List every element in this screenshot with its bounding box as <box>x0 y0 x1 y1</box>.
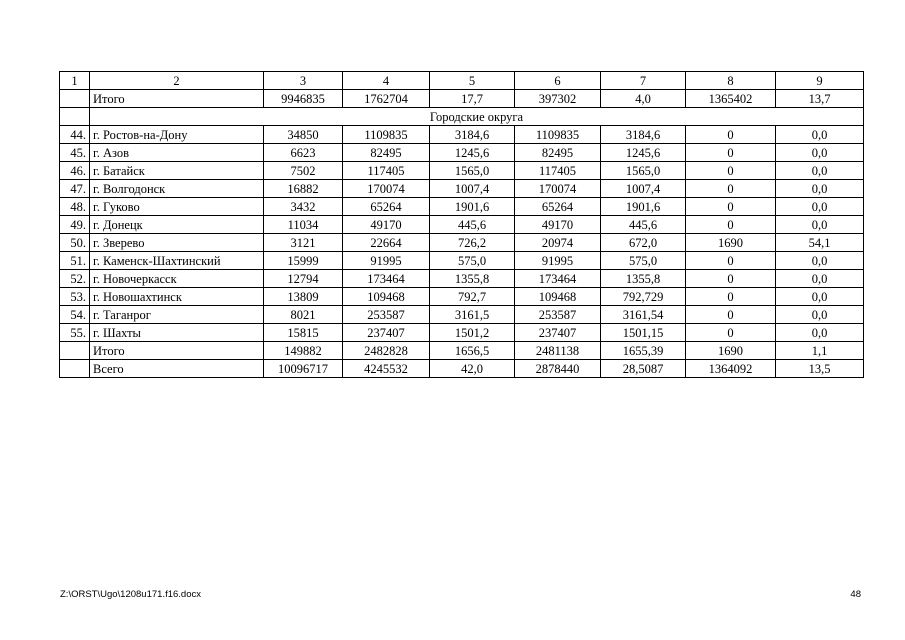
column-number-cell: 4 <box>343 72 430 90</box>
subtotal-previous-row <box>60 90 864 108</box>
value-cell: 1245,6 <box>601 144 686 162</box>
value-cell: 0 <box>686 216 776 234</box>
value-cell: 49170 <box>515 216 601 234</box>
row-name-cell: г. Таганрог <box>90 306 264 324</box>
row-number-cell: 50. <box>60 234 90 252</box>
value-cell: 0,0 <box>776 270 864 288</box>
value-cell: 672,0 <box>601 234 686 252</box>
value-cell: 65264 <box>515 198 601 216</box>
table-row <box>60 252 864 270</box>
value-cell: 1501,2 <box>430 324 515 342</box>
row-number-cell <box>60 342 90 360</box>
value-cell: 109468 <box>515 288 601 306</box>
value-cell: 0,0 <box>776 288 864 306</box>
total-row <box>60 360 864 378</box>
row-name-cell: Итого <box>90 90 264 108</box>
value-cell: 16882 <box>264 180 343 198</box>
value-cell: 1007,4 <box>430 180 515 198</box>
empty-cell <box>60 108 90 126</box>
value-cell: 13,5 <box>776 360 864 378</box>
column-number-cell: 1 <box>60 72 90 90</box>
value-cell: 0,0 <box>776 324 864 342</box>
table-row <box>60 162 864 180</box>
row-name-cell: Итого <box>90 342 264 360</box>
row-number-cell: 52. <box>60 270 90 288</box>
value-cell: 726,2 <box>430 234 515 252</box>
value-cell: 0 <box>686 162 776 180</box>
column-number-cell: 3 <box>264 72 343 90</box>
value-cell: 0 <box>686 144 776 162</box>
row-name-cell: г. Волгодонск <box>90 180 264 198</box>
value-cell: 445,6 <box>601 216 686 234</box>
value-cell: 20974 <box>515 234 601 252</box>
value-cell: 0,0 <box>776 162 864 180</box>
table-row <box>60 234 864 252</box>
value-cell: 0 <box>686 198 776 216</box>
value-cell: 4245532 <box>343 360 430 378</box>
value-cell: 0 <box>686 126 776 144</box>
table-row <box>60 306 864 324</box>
value-cell: 54,1 <box>776 234 864 252</box>
value-cell: 792,729 <box>601 288 686 306</box>
value-cell: 28,5087 <box>601 360 686 378</box>
value-cell: 2482828 <box>343 342 430 360</box>
row-number-cell: 46. <box>60 162 90 180</box>
value-cell: 4,0 <box>601 90 686 108</box>
value-cell: 15815 <box>264 324 343 342</box>
value-cell: 34850 <box>264 126 343 144</box>
row-number-cell: 55. <box>60 324 90 342</box>
row-number-cell: 54. <box>60 306 90 324</box>
footer-page-number: 48 <box>850 589 861 600</box>
row-name-cell: г. Новошахтинск <box>90 288 264 306</box>
value-cell: 0 <box>686 288 776 306</box>
value-cell: 1690 <box>686 342 776 360</box>
table-row <box>60 180 864 198</box>
value-cell: 1245,6 <box>430 144 515 162</box>
value-cell: 1,1 <box>776 342 864 360</box>
column-number-row <box>60 72 864 90</box>
column-number-cell: 7 <box>601 72 686 90</box>
value-cell: 17,7 <box>430 90 515 108</box>
column-number-cell: 5 <box>430 72 515 90</box>
value-cell: 91995 <box>343 252 430 270</box>
row-name-cell: г. Батайск <box>90 162 264 180</box>
value-cell: 0 <box>686 180 776 198</box>
value-cell: 0,0 <box>776 198 864 216</box>
table-row <box>60 144 864 162</box>
value-cell: 0,0 <box>776 216 864 234</box>
value-cell: 253587 <box>343 306 430 324</box>
value-cell: 575,0 <box>430 252 515 270</box>
value-cell: 91995 <box>515 252 601 270</box>
value-cell: 117405 <box>343 162 430 180</box>
row-name-cell: Всего <box>90 360 264 378</box>
value-cell: 8021 <box>264 306 343 324</box>
table-row <box>60 198 864 216</box>
row-number-cell <box>60 90 90 108</box>
table-row <box>60 126 864 144</box>
value-cell: 1655,39 <box>601 342 686 360</box>
value-cell: 445,6 <box>430 216 515 234</box>
value-cell: 575,0 <box>601 252 686 270</box>
table-row <box>60 288 864 306</box>
value-cell: 1656,5 <box>430 342 515 360</box>
value-cell: 2481138 <box>515 342 601 360</box>
value-cell: 3161,54 <box>601 306 686 324</box>
value-cell: 3184,6 <box>430 126 515 144</box>
row-number-cell: 48. <box>60 198 90 216</box>
row-name-cell: г. Донецк <box>90 216 264 234</box>
value-cell: 13,7 <box>776 90 864 108</box>
value-cell: 237407 <box>343 324 430 342</box>
value-cell: 1901,6 <box>601 198 686 216</box>
value-cell: 1109835 <box>343 126 430 144</box>
value-cell: 3432 <box>264 198 343 216</box>
value-cell: 1109835 <box>515 126 601 144</box>
value-cell: 82495 <box>515 144 601 162</box>
value-cell: 1690 <box>686 234 776 252</box>
value-cell: 792,7 <box>430 288 515 306</box>
value-cell: 397302 <box>515 90 601 108</box>
value-cell: 1007,4 <box>601 180 686 198</box>
value-cell: 0,0 <box>776 180 864 198</box>
value-cell: 1762704 <box>343 90 430 108</box>
value-cell: 0 <box>686 324 776 342</box>
column-number-cell: 6 <box>515 72 601 90</box>
value-cell: 12794 <box>264 270 343 288</box>
value-cell: 1355,8 <box>430 270 515 288</box>
value-cell: 9946835 <box>264 90 343 108</box>
data-table <box>59 71 864 378</box>
value-cell: 15999 <box>264 252 343 270</box>
value-cell: 109468 <box>343 288 430 306</box>
value-cell: 1565,0 <box>601 162 686 180</box>
value-cell: 2878440 <box>515 360 601 378</box>
row-name-cell: г. Зверево <box>90 234 264 252</box>
value-cell: 253587 <box>515 306 601 324</box>
value-cell: 10096717 <box>264 360 343 378</box>
value-cell: 1364092 <box>686 360 776 378</box>
footer-file-path: Z:\ORST\Ugo\1208u171.f16.docx <box>60 589 201 600</box>
row-number-cell: 51. <box>60 252 90 270</box>
row-name-cell: г. Шахты <box>90 324 264 342</box>
row-number-cell: 47. <box>60 180 90 198</box>
value-cell: 237407 <box>515 324 601 342</box>
row-number-cell: 49. <box>60 216 90 234</box>
value-cell: 1355,8 <box>601 270 686 288</box>
table-row <box>60 216 864 234</box>
value-cell: 0,0 <box>776 144 864 162</box>
row-number-cell: 44. <box>60 126 90 144</box>
table-row <box>60 324 864 342</box>
column-number-cell: 2 <box>90 72 264 90</box>
value-cell: 117405 <box>515 162 601 180</box>
value-cell: 173464 <box>343 270 430 288</box>
value-cell: 42,0 <box>430 360 515 378</box>
value-cell: 3184,6 <box>601 126 686 144</box>
value-cell: 173464 <box>515 270 601 288</box>
value-cell: 1901,6 <box>430 198 515 216</box>
row-number-cell <box>60 360 90 378</box>
section-title-cell: Городские округа <box>90 108 864 126</box>
section-row <box>60 108 864 126</box>
row-name-cell: г. Ростов-на-Дону <box>90 126 264 144</box>
value-cell: 3161,5 <box>430 306 515 324</box>
value-cell: 170074 <box>515 180 601 198</box>
value-cell: 3121 <box>264 234 343 252</box>
value-cell: 13809 <box>264 288 343 306</box>
value-cell: 65264 <box>343 198 430 216</box>
value-cell: 170074 <box>343 180 430 198</box>
column-number-cell: 9 <box>776 72 864 90</box>
table-body <box>60 72 864 378</box>
value-cell: 11034 <box>264 216 343 234</box>
value-cell: 22664 <box>343 234 430 252</box>
value-cell: 0,0 <box>776 126 864 144</box>
row-name-cell: г. Гуково <box>90 198 264 216</box>
value-cell: 1565,0 <box>430 162 515 180</box>
value-cell: 0 <box>686 252 776 270</box>
value-cell: 7502 <box>264 162 343 180</box>
row-name-cell: г. Каменск-Шахтинский <box>90 252 264 270</box>
value-cell: 0 <box>686 270 776 288</box>
row-number-cell: 45. <box>60 144 90 162</box>
value-cell: 6623 <box>264 144 343 162</box>
value-cell: 1501,15 <box>601 324 686 342</box>
value-cell: 0,0 <box>776 306 864 324</box>
value-cell: 0 <box>686 306 776 324</box>
value-cell: 0,0 <box>776 252 864 270</box>
value-cell: 82495 <box>343 144 430 162</box>
row-name-cell: г. Азов <box>90 144 264 162</box>
column-number-cell: 8 <box>686 72 776 90</box>
row-number-cell: 53. <box>60 288 90 306</box>
table-row <box>60 270 864 288</box>
row-name-cell: г. Новочеркасск <box>90 270 264 288</box>
value-cell: 49170 <box>343 216 430 234</box>
subtotal-row <box>60 342 864 360</box>
value-cell: 1365402 <box>686 90 776 108</box>
value-cell: 149882 <box>264 342 343 360</box>
